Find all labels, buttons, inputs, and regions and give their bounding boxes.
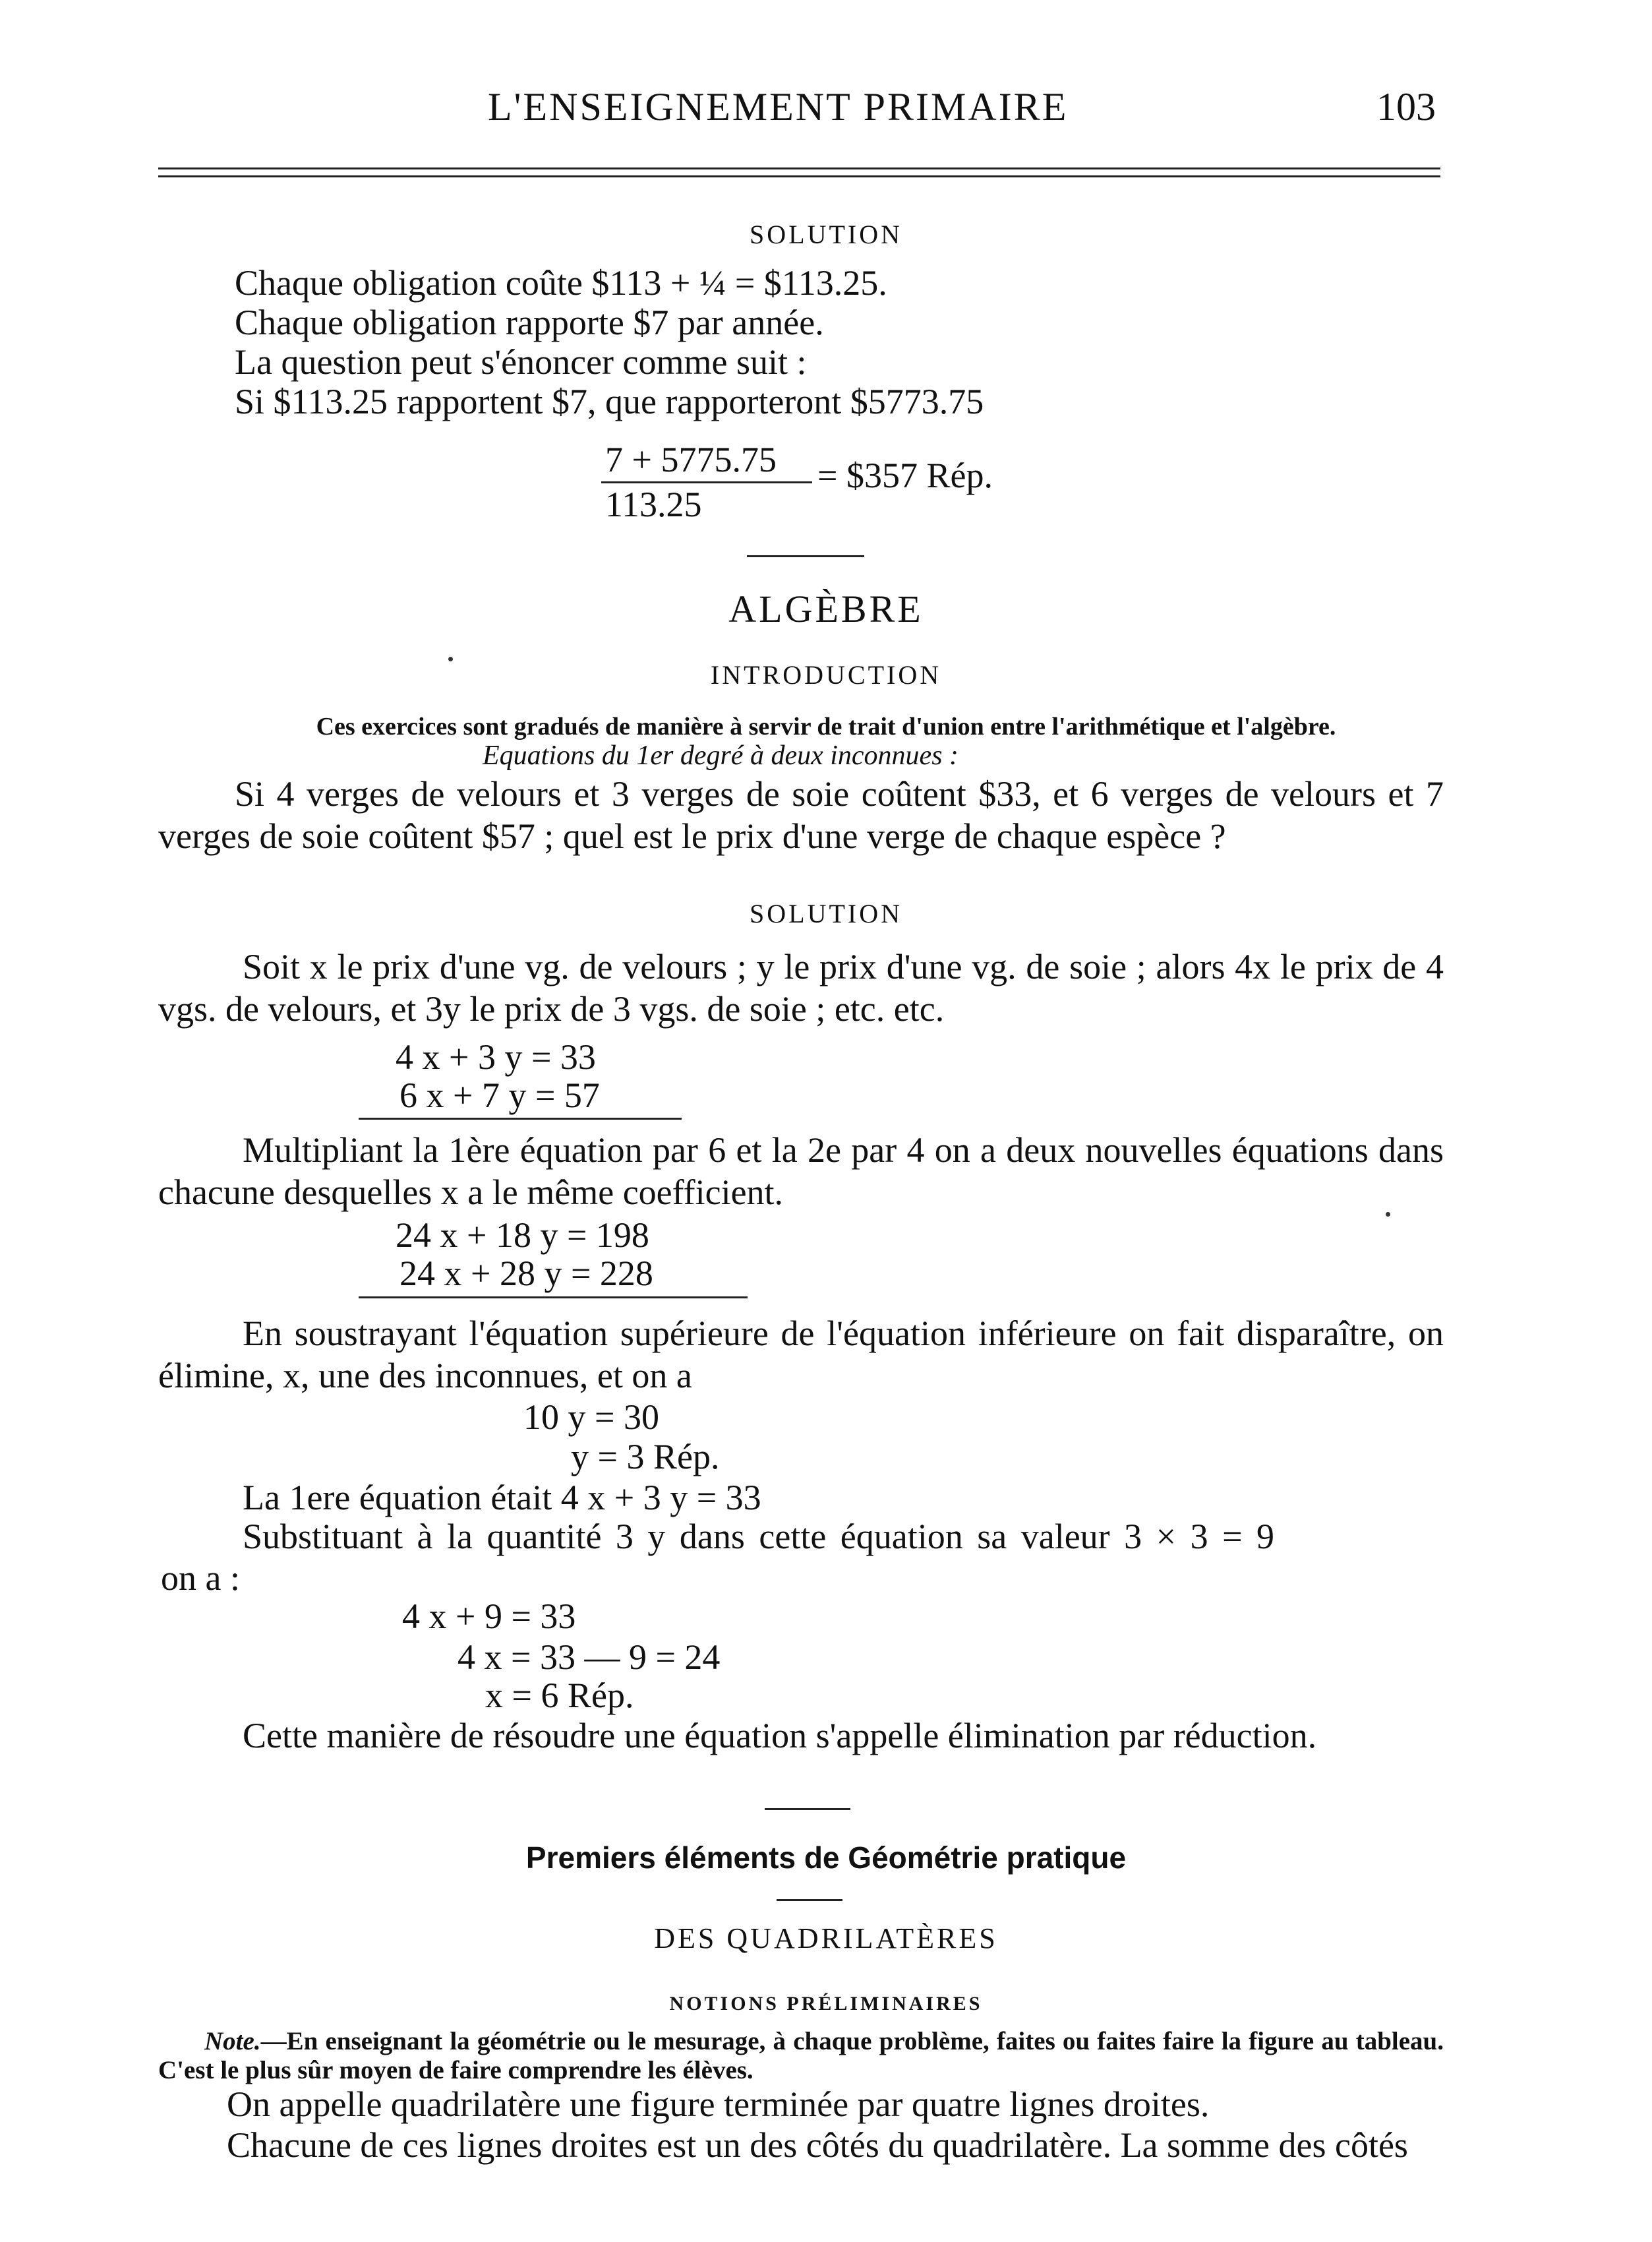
equation-underline-1 xyxy=(359,1118,682,1120)
algebre-para-2: Multipliant la 1ère équation par 6 et la 2e par 4 on a deux nouvelles équations dans chacune desquelles x a le même coefficient. xyxy=(158,1130,1444,1212)
geometrie-line-2: Chacune de ces lignes droites est un des côtés du quadrilatère. La somme des côtés xyxy=(227,2125,1408,2165)
equation-underline-2 xyxy=(359,1296,748,1298)
section-divider-2 xyxy=(765,1808,850,1810)
equation-1: 4 x + 3 y = 33 xyxy=(396,1037,596,1077)
algebre-para-1: Soit x le prix d'une vg. de velours ; y le prix d'une vg. de soie ; alors 4x le prix de 4 vgs. de velours, et 3y le prix de 3 vgs. de soie ; etc. etc. xyxy=(158,947,1444,1029)
geometrie-subtitle: DES QUADRILATÈRES xyxy=(654,1922,998,1954)
solution-line-4: Si $113.25 rapportent $7, que rapporteront $5773.75 xyxy=(235,382,984,421)
running-title: L'ENSEIGNEMENT PRIMAIRE xyxy=(488,85,1069,129)
equation-5: 10 y = 30 xyxy=(523,1397,659,1437)
algebre-para-3: En soustrayant l'équation supérieure de l'équation inférieure on fait disparaître, on élimine, x, une des inconnues, et on a xyxy=(158,1314,1444,1395)
solution-heading: SOLUTION xyxy=(750,220,902,249)
algebre-italic-heading: Equations du 1er degré à deux inconnues : xyxy=(483,741,959,771)
geometrie-title: Premiers éléments de Géométrie pratique xyxy=(525,1840,1127,1875)
geometrie-subsubtitle: NOTIONS PRÉLIMINAIRES xyxy=(669,1993,983,2015)
section-divider-3 xyxy=(777,1899,842,1901)
equation-9: x = 6 Rép. xyxy=(485,1676,634,1715)
solution-line-1: Chaque obligation coûte $113 + ¼ = $113.25. xyxy=(235,263,887,303)
fraction-bar xyxy=(601,481,812,483)
algebre-problem: Si 4 verges de velours et 3 verges de soie coûtent $33, et 6 verges de velours et 7 verges de soie coûtent $57 ; quel est le prix d'une verge de chaque espèce ? xyxy=(158,774,1444,856)
solution-line-3: La question peut s'énoncer comme suit : xyxy=(235,342,807,382)
fraction-result: = $357 Rép. xyxy=(817,456,993,495)
equation-2: 6 x + 7 y = 57 xyxy=(399,1076,600,1115)
equation-6: y = 3 Rép. xyxy=(571,1437,720,1476)
equation-3: 24 x + 18 y = 198 xyxy=(396,1215,649,1255)
page-number: 103 xyxy=(1376,85,1436,129)
geometrie-note xyxy=(158,2027,1444,2085)
equation-4: 24 x + 28 y = 228 xyxy=(399,1254,653,1293)
note-text: —En enseignant la géométrie ou le mesurage, à chaque problème, faites ou faites faire la figure au tableau. C'est le plus sûr moyen de faire comprendre les élèves. xyxy=(158,2027,1444,2084)
solution-line-2: Chaque obligation rapporte $7 par année. xyxy=(235,303,824,342)
equation-7: 4 x + 9 = 33 xyxy=(402,1596,576,1636)
algebre-subtitle: INTRODUCTION xyxy=(710,660,942,690)
equation-8: 4 x = 33 — 9 = 24 xyxy=(457,1637,721,1677)
algebre-solution-heading: SOLUTION xyxy=(750,899,902,928)
header-rule-top xyxy=(158,167,1440,169)
algebre-substitution: Substituant à la quantité 3 y dans cette équation sa valeur 3 × 3 = 9 xyxy=(243,1517,1275,1556)
note-label: Note. xyxy=(204,2027,261,2055)
algebre-para-4: Cette manière de résoudre une équation s'appelle élimination par réduction. xyxy=(243,1716,1317,1755)
algebre-first-equation: La 1ere équation était 4 x + 3 y = 33 xyxy=(243,1478,761,1517)
fraction-numerator: 7 + 5775.75 xyxy=(605,440,777,479)
algebre-note: Ces exercices sont gradués de manière à servir de trait d'union entre l'arithmétique et l'algèbre. xyxy=(316,713,1336,741)
section-divider-1 xyxy=(747,555,864,557)
algebre-title: ALGÈBRE xyxy=(728,588,924,630)
fraction-denominator: 113.25 xyxy=(605,485,702,524)
geometrie-line-1: On appelle quadrilatère une figure terminée par quatre lignes droites. xyxy=(227,2084,1210,2124)
print-speck xyxy=(1386,1212,1390,1217)
algebre-on-a: on a : xyxy=(161,1558,240,1598)
header-rule-bottom xyxy=(158,175,1440,177)
